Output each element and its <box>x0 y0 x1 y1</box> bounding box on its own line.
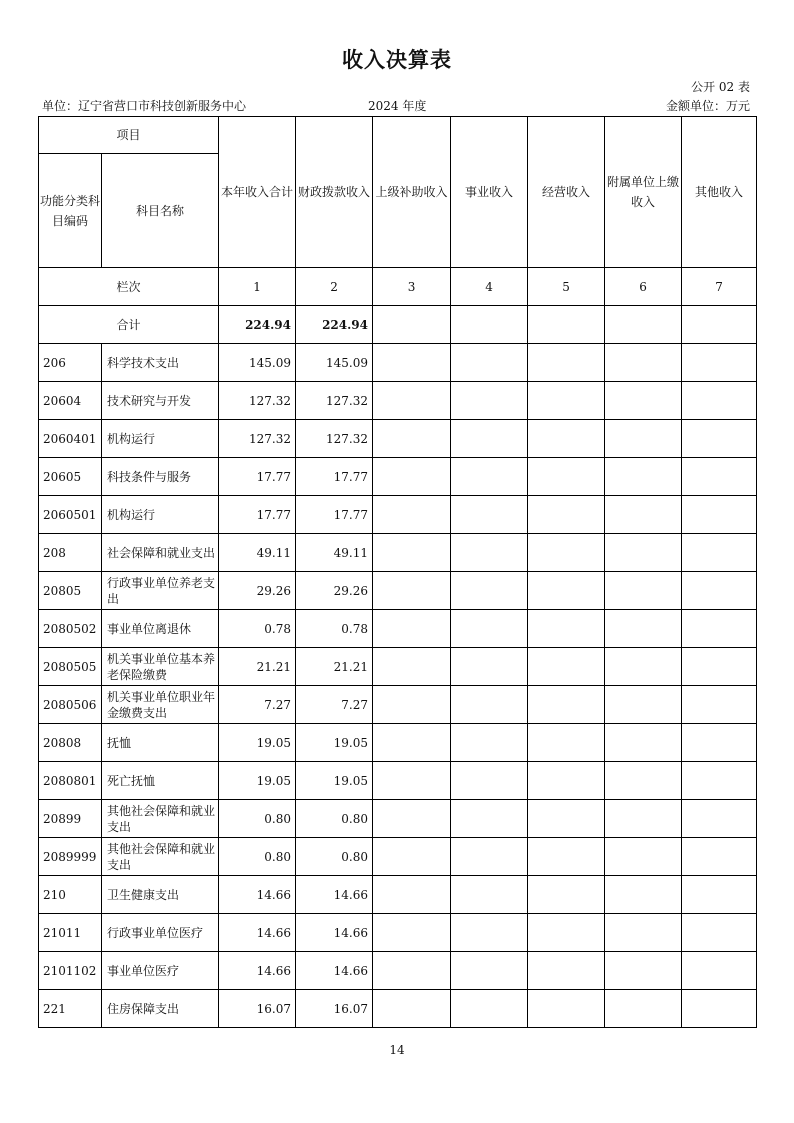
empty-cell <box>373 382 451 420</box>
name-cell: 其他社会保障和就业支出 <box>102 800 219 838</box>
fiscal-income-cell: 0.80 <box>296 800 373 838</box>
fiscal-income-cell: 19.05 <box>296 724 373 762</box>
fiscal-year: 2024 年度 <box>368 99 427 113</box>
empty-cell <box>682 382 757 420</box>
code-cell: 2101102 <box>39 952 102 990</box>
code-cell: 20808 <box>39 724 102 762</box>
code-cell: 2060501 <box>39 496 102 534</box>
empty-cell <box>528 914 605 952</box>
table-body <box>39 117 757 1028</box>
empty-cell <box>682 990 757 1028</box>
empty-cell <box>528 382 605 420</box>
column-index-number: 6 <box>605 268 682 306</box>
empty-cell <box>605 420 682 458</box>
code-cell: 2089999 <box>39 838 102 876</box>
total-income-cell: 49.11 <box>219 534 296 572</box>
total-income-cell: 127.32 <box>219 420 296 458</box>
total-row <box>39 306 757 344</box>
total-income-cell: 7.27 <box>219 686 296 724</box>
table-row <box>39 344 757 382</box>
table-row <box>39 724 757 762</box>
form-number: 公开 02 表 <box>691 80 750 94</box>
header-fiscal: 财政拨款收入 <box>296 117 373 268</box>
empty-cell <box>682 838 757 876</box>
empty-cell <box>605 800 682 838</box>
empty-cell <box>682 800 757 838</box>
name-cell: 事业单位离退休 <box>102 610 219 648</box>
empty-cell <box>682 952 757 990</box>
empty-cell <box>605 572 682 610</box>
total-income-cell: 19.05 <box>219 724 296 762</box>
total-income-cell: 17.77 <box>219 458 296 496</box>
fiscal-income-cell: 29.26 <box>296 572 373 610</box>
empty-cell <box>528 762 605 800</box>
empty-cell <box>682 724 757 762</box>
empty-cell <box>451 496 528 534</box>
empty-cell <box>373 648 451 686</box>
empty-cell <box>682 686 757 724</box>
fiscal-income-cell: 17.77 <box>296 458 373 496</box>
total-income-cell: 127.32 <box>219 382 296 420</box>
name-cell: 行政事业单位医疗 <box>102 914 219 952</box>
empty-cell <box>528 458 605 496</box>
empty-cell <box>451 990 528 1028</box>
empty-cell <box>528 838 605 876</box>
name-cell: 科技条件与服务 <box>102 458 219 496</box>
empty-cell <box>605 724 682 762</box>
fiscal-income-cell: 16.07 <box>296 990 373 1028</box>
empty-cell <box>605 686 682 724</box>
code-cell: 20604 <box>39 382 102 420</box>
total-income-cell: 224.94 <box>219 306 296 344</box>
empty-cell <box>528 648 605 686</box>
name-cell: 科学技术支出 <box>102 344 219 382</box>
table-row <box>39 572 757 610</box>
header-project: 项目 <box>39 117 219 154</box>
total-fiscal-cell: 224.94 <box>296 306 373 344</box>
empty-cell <box>605 838 682 876</box>
header-name: 科目名称 <box>102 154 219 268</box>
table-row <box>39 914 757 952</box>
table-row <box>39 496 757 534</box>
fiscal-income-cell: 127.32 <box>296 382 373 420</box>
name-cell: 机关事业单位基本养老保险缴费 <box>102 648 219 686</box>
code-cell: 2080502 <box>39 610 102 648</box>
fiscal-income-cell: 7.27 <box>296 686 373 724</box>
fiscal-income-cell: 0.78 <box>296 610 373 648</box>
empty-cell <box>682 496 757 534</box>
header-row <box>39 117 757 154</box>
empty-cell <box>528 306 605 344</box>
money-unit: 金额单位：万元 <box>665 99 750 113</box>
empty-cell <box>528 724 605 762</box>
table-row <box>39 648 757 686</box>
table-row <box>39 610 757 648</box>
header-code: 功能分类科目编码 <box>39 154 102 268</box>
name-cell: 抚恤 <box>102 724 219 762</box>
fiscal-income-cell: 21.21 <box>296 648 373 686</box>
total-income-cell: 17.77 <box>219 496 296 534</box>
empty-cell <box>451 876 528 914</box>
empty-cell <box>605 762 682 800</box>
name-cell: 行政事业单位养老支出 <box>102 572 219 610</box>
empty-cell <box>605 344 682 382</box>
empty-cell <box>528 344 605 382</box>
empty-cell <box>451 344 528 382</box>
empty-cell <box>451 458 528 496</box>
total-income-cell: 0.80 <box>219 800 296 838</box>
page-number: 14 <box>389 1043 405 1057</box>
fiscal-income-cell: 49.11 <box>296 534 373 572</box>
empty-cell <box>373 914 451 952</box>
reporting-unit: 单位：辽宁省营口市科技创新服务中心 <box>42 99 247 113</box>
table-row <box>39 458 757 496</box>
empty-cell <box>682 648 757 686</box>
code-cell: 20605 <box>39 458 102 496</box>
table-row <box>39 762 757 800</box>
code-cell: 21011 <box>39 914 102 952</box>
name-cell: 死亡抚恤 <box>102 762 219 800</box>
empty-cell <box>451 534 528 572</box>
code-cell: 2060401 <box>39 420 102 458</box>
empty-cell <box>373 496 451 534</box>
total-income-cell: 0.78 <box>219 610 296 648</box>
empty-cell <box>373 420 451 458</box>
name-cell: 社会保障和就业支出 <box>102 534 219 572</box>
empty-cell <box>682 876 757 914</box>
column-index-number: 3 <box>373 268 451 306</box>
header-business: 事业收入 <box>451 117 528 268</box>
empty-cell <box>373 610 451 648</box>
column-index-number: 5 <box>528 268 605 306</box>
fiscal-income-cell: 0.80 <box>296 838 373 876</box>
empty-cell <box>528 534 605 572</box>
empty-cell <box>373 686 451 724</box>
table-row <box>39 990 757 1028</box>
table-row <box>39 800 757 838</box>
empty-cell <box>373 762 451 800</box>
empty-cell <box>605 952 682 990</box>
empty-cell <box>605 648 682 686</box>
name-cell: 住房保障支出 <box>102 990 219 1028</box>
empty-cell <box>373 572 451 610</box>
empty-cell <box>451 762 528 800</box>
total-income-cell: 29.26 <box>219 572 296 610</box>
empty-cell <box>373 800 451 838</box>
empty-cell <box>451 838 528 876</box>
code-cell: 206 <box>39 344 102 382</box>
total-income-cell: 14.66 <box>219 952 296 990</box>
empty-cell <box>373 306 451 344</box>
empty-cell <box>373 458 451 496</box>
total-income-cell: 19.05 <box>219 762 296 800</box>
header-total: 本年收入合计 <box>219 117 296 268</box>
fiscal-income-cell: 14.66 <box>296 952 373 990</box>
total-income-cell: 16.07 <box>219 990 296 1028</box>
column-index-number: 1 <box>219 268 296 306</box>
empty-cell <box>605 914 682 952</box>
empty-cell <box>605 876 682 914</box>
empty-cell <box>451 800 528 838</box>
header-other: 其他收入 <box>682 117 757 268</box>
table-row <box>39 382 757 420</box>
empty-cell <box>682 458 757 496</box>
total-income-cell: 145.09 <box>219 344 296 382</box>
empty-cell <box>682 610 757 648</box>
empty-cell <box>451 724 528 762</box>
empty-cell <box>605 306 682 344</box>
code-cell: 221 <box>39 990 102 1028</box>
empty-cell <box>682 306 757 344</box>
empty-cell <box>528 496 605 534</box>
empty-cell <box>682 420 757 458</box>
empty-cell <box>451 914 528 952</box>
name-cell: 其他社会保障和就业支出 <box>102 838 219 876</box>
header-operating: 经营收入 <box>528 117 605 268</box>
empty-cell <box>451 686 528 724</box>
code-cell: 20899 <box>39 800 102 838</box>
table-row <box>39 952 757 990</box>
empty-cell <box>373 344 451 382</box>
empty-cell <box>528 686 605 724</box>
fiscal-income-cell: 145.09 <box>296 344 373 382</box>
column-index-row <box>39 268 757 306</box>
empty-cell <box>682 914 757 952</box>
income-table <box>38 116 757 1028</box>
empty-cell <box>682 572 757 610</box>
empty-cell <box>451 610 528 648</box>
total-income-cell: 14.66 <box>219 876 296 914</box>
code-cell: 2080505 <box>39 648 102 686</box>
empty-cell <box>451 382 528 420</box>
empty-cell <box>451 648 528 686</box>
empty-cell <box>528 420 605 458</box>
empty-cell <box>528 990 605 1028</box>
empty-cell <box>605 610 682 648</box>
code-cell: 2080801 <box>39 762 102 800</box>
empty-cell <box>528 952 605 990</box>
empty-cell <box>373 724 451 762</box>
empty-cell <box>682 534 757 572</box>
empty-cell <box>373 990 451 1028</box>
name-cell: 机关事业单位职业年金缴费支出 <box>102 686 219 724</box>
total-income-cell: 0.80 <box>219 838 296 876</box>
fiscal-income-cell: 14.66 <box>296 876 373 914</box>
empty-cell <box>528 800 605 838</box>
code-cell: 2080506 <box>39 686 102 724</box>
name-cell: 技术研究与开发 <box>102 382 219 420</box>
empty-cell <box>528 572 605 610</box>
empty-cell <box>605 458 682 496</box>
header-affiliated: 附属单位上缴收入 <box>605 117 682 268</box>
name-cell: 卫生健康支出 <box>102 876 219 914</box>
empty-cell <box>451 572 528 610</box>
name-cell: 事业单位医疗 <box>102 952 219 990</box>
empty-cell <box>605 990 682 1028</box>
table-row <box>39 876 757 914</box>
empty-cell <box>451 306 528 344</box>
fiscal-income-cell: 19.05 <box>296 762 373 800</box>
fiscal-income-cell: 14.66 <box>296 914 373 952</box>
empty-cell <box>605 534 682 572</box>
fiscal-income-cell: 17.77 <box>296 496 373 534</box>
code-cell: 208 <box>39 534 102 572</box>
header-superior: 上级补助收入 <box>373 117 451 268</box>
table-row <box>39 420 757 458</box>
empty-cell <box>451 952 528 990</box>
empty-cell <box>528 610 605 648</box>
table-row <box>39 838 757 876</box>
table-row <box>39 686 757 724</box>
column-index-number: 7 <box>682 268 757 306</box>
empty-cell <box>373 838 451 876</box>
empty-cell <box>373 876 451 914</box>
empty-cell <box>528 876 605 914</box>
empty-cell <box>682 762 757 800</box>
page-title: 收入决算表 <box>342 48 452 72</box>
empty-cell <box>605 496 682 534</box>
total-income-cell: 14.66 <box>219 914 296 952</box>
column-index-label: 栏次 <box>39 268 219 306</box>
empty-cell <box>373 952 451 990</box>
total-label: 合计 <box>39 306 219 344</box>
name-cell: 机构运行 <box>102 496 219 534</box>
code-cell: 20805 <box>39 572 102 610</box>
column-index-number: 4 <box>451 268 528 306</box>
total-income-cell: 21.21 <box>219 648 296 686</box>
empty-cell <box>605 382 682 420</box>
empty-cell <box>451 420 528 458</box>
column-index-number: 2 <box>296 268 373 306</box>
code-cell: 210 <box>39 876 102 914</box>
empty-cell <box>373 534 451 572</box>
name-cell: 机构运行 <box>102 420 219 458</box>
fiscal-income-cell: 127.32 <box>296 420 373 458</box>
table-row <box>39 534 757 572</box>
empty-cell <box>682 344 757 382</box>
